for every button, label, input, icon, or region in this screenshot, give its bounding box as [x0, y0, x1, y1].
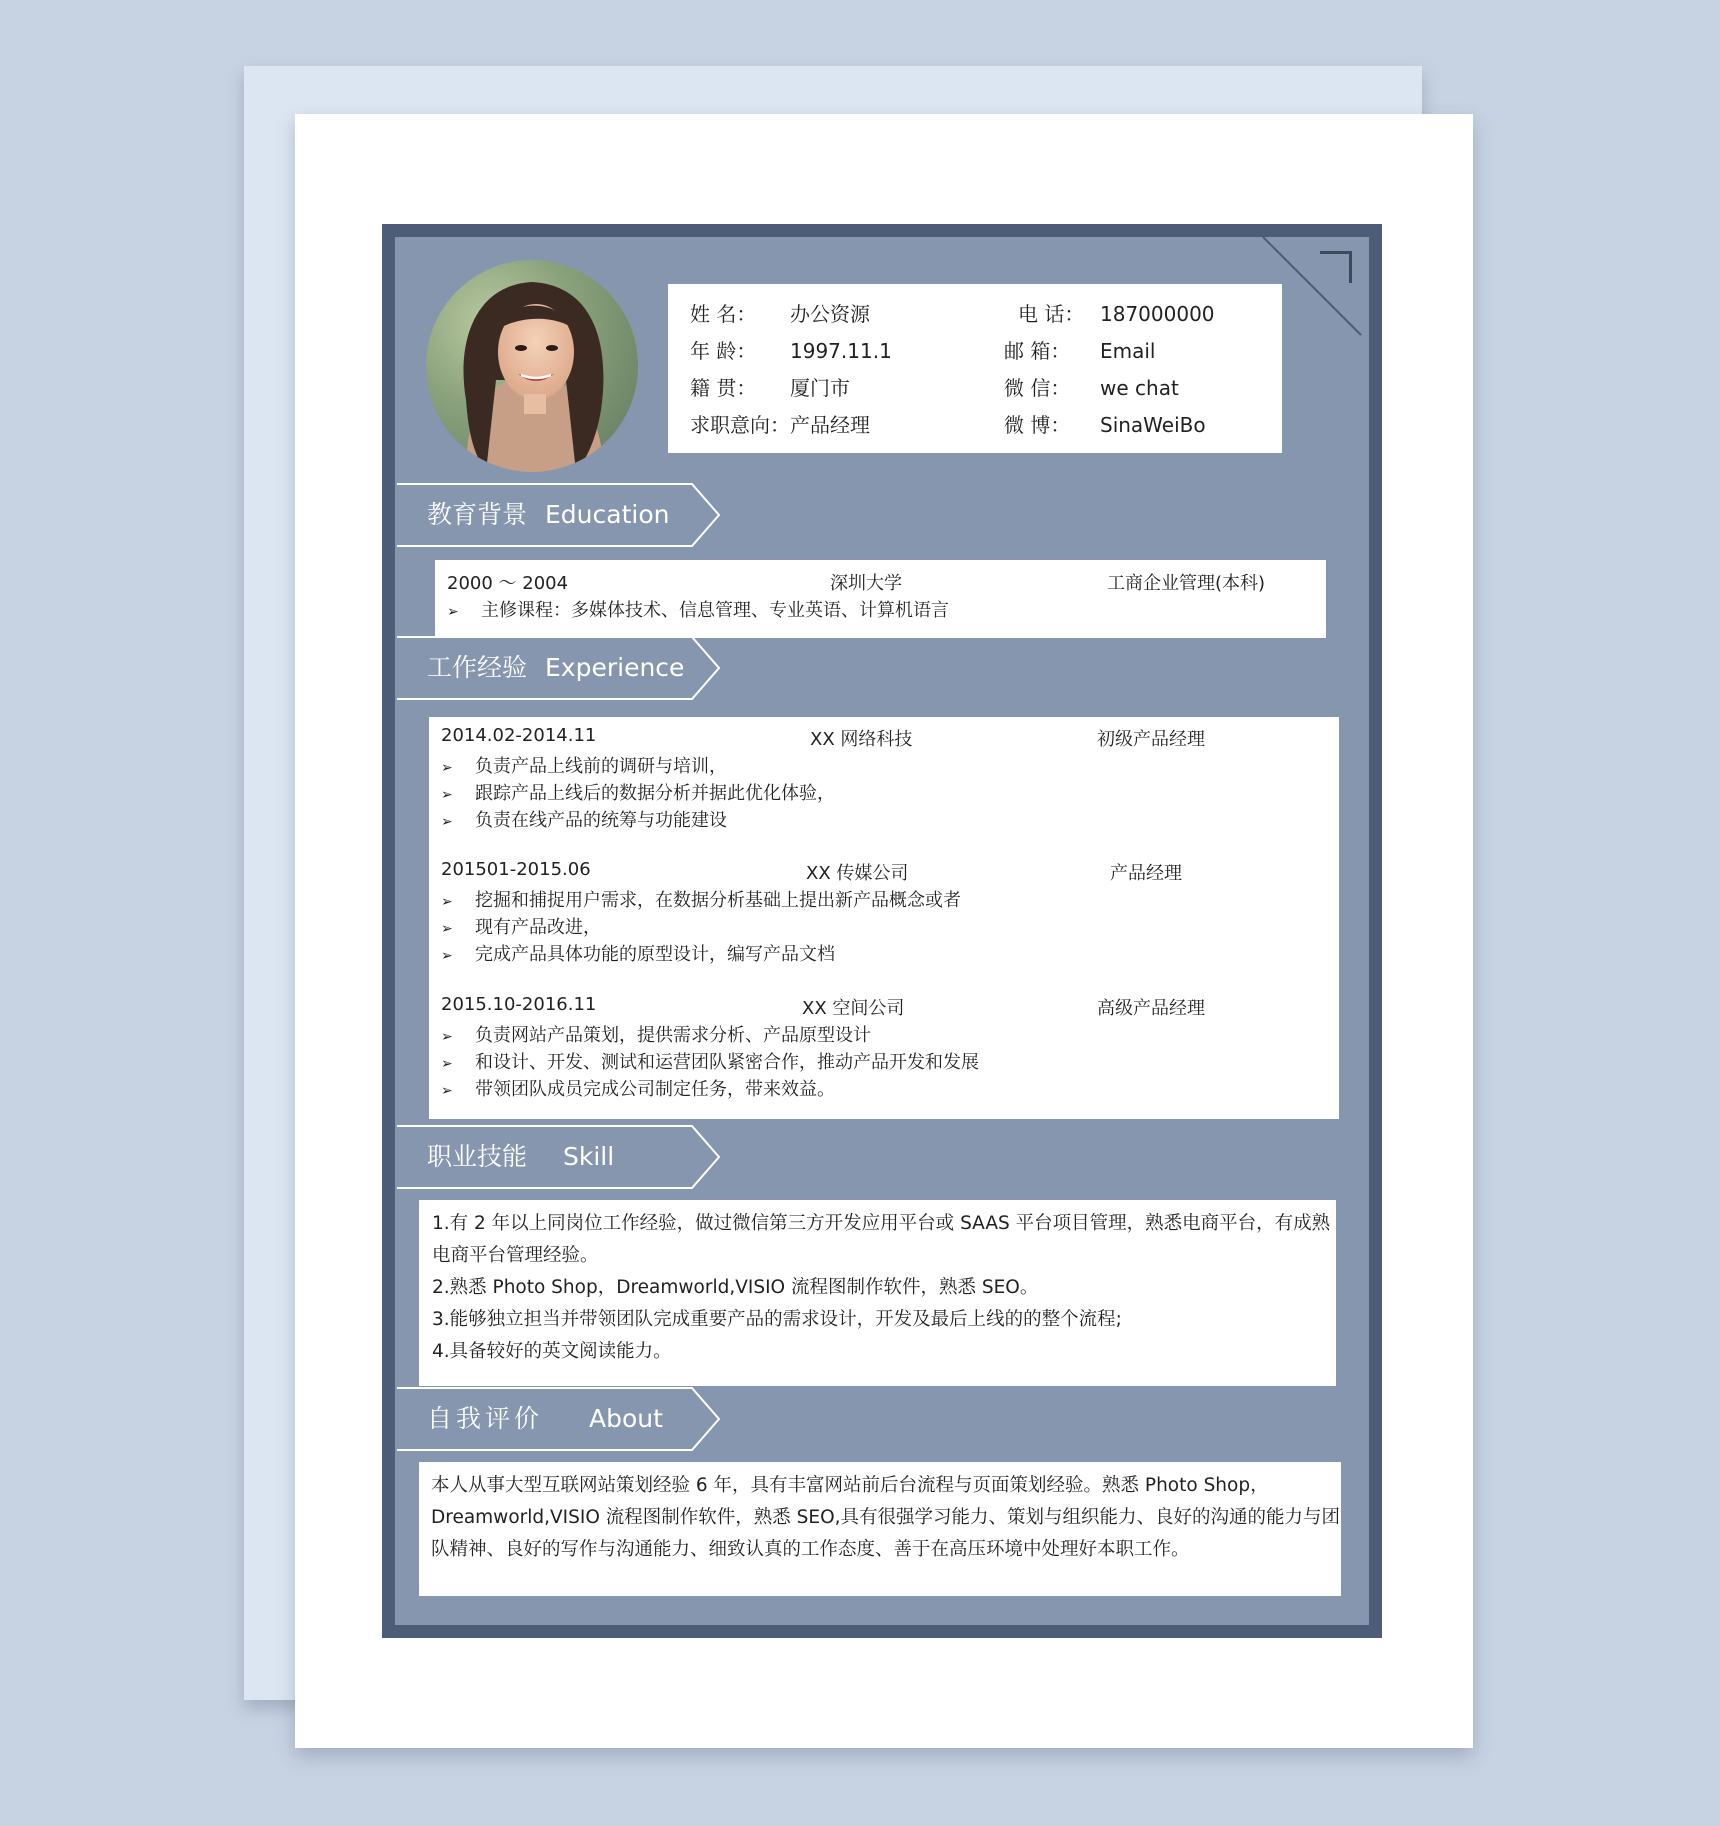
bullet-arrow-icon: ➢: [441, 787, 453, 803]
job-3-item: ➢ 负责网站产品策划，提供需求分析、产品原型设计: [441, 1025, 871, 1046]
skill-heading: [397, 1125, 721, 1189]
profile-photo: [426, 260, 638, 472]
bullet-arrow-icon: ➢: [441, 921, 453, 937]
bullet-arrow-icon: ➢: [441, 1056, 453, 1072]
education-heading-en: Education: [545, 500, 670, 529]
education-major: 工商企业管理(本科): [1107, 573, 1266, 594]
skill-line: 2.熟悉 Photo Shop，Dreamworld,VISIO 流程图制作软件，熟悉 SEO。: [432, 1277, 1039, 1298]
origin-value: 厦门市: [790, 376, 850, 400]
age-label: 年 龄：: [690, 339, 757, 363]
job-2-period: 201501-2015.06: [441, 859, 591, 880]
job-3-company: XX 空间公司: [802, 998, 905, 1019]
wechat-value: we chat: [1100, 376, 1179, 400]
corner-bracket-icon: [1320, 251, 1352, 283]
resume-panel: [395, 237, 1369, 1625]
job-3-item: ➢ 带领团队成员完成公司制定任务，带来效益。: [441, 1079, 835, 1100]
job-1-period: 2014.02-2014.11: [441, 725, 597, 746]
skill-line: 1.有 2 年以上同岗位工作经验，做过微信第三方开发应用平台或 SAAS 平台项目管理，熟悉电商平台，有成熟: [432, 1213, 1331, 1234]
experience-heading-cn: 工作经验: [427, 653, 528, 682]
bullet-arrow-icon: ➢: [441, 760, 453, 776]
job-1-item: ➢ 负责产品上线前的调研与培训，: [441, 756, 727, 777]
wechat-label: 微 信：: [1004, 376, 1071, 400]
experience-heading: [397, 636, 721, 700]
about-heading-cn: 自我评价: [427, 1404, 544, 1433]
job-intent-label: 求职意向：: [690, 413, 790, 437]
job-2-item: ➢ 现有产品改进，: [441, 917, 601, 938]
email-label: 邮 箱：: [1004, 339, 1071, 363]
bullet-arrow-icon: ➢: [441, 948, 453, 964]
about-line: Dreamworld,VISIO 流程图制作软件，熟悉 SEO,具有很强学习能力、策划与组织能力、良好的沟通的能力与团: [431, 1507, 1341, 1528]
job-2-item: ➢ 挖掘和捕捉用户需求，在数据分析基础上提出新产品概念或者: [441, 890, 961, 911]
bullet-arrow-icon: ➢: [441, 1029, 453, 1045]
origin-label: 籍 贯：: [690, 376, 757, 400]
weibo-label: 微 博：: [1004, 413, 1071, 437]
bullet-arrow-icon: ➢: [441, 814, 453, 830]
personal-info-box: [668, 284, 1282, 453]
resume-frame: [382, 224, 1382, 1638]
education-heading: [397, 483, 721, 547]
education-courses: ➢ 主修课程：多媒体技术、信息管理、专业英语、计算机语言: [447, 600, 949, 621]
skill-line: 电商平台管理经验。: [432, 1245, 599, 1266]
bullet-arrow-icon: ➢: [441, 1083, 453, 1099]
experience-heading-en: Experience: [545, 653, 685, 682]
phone-label: 电 话：: [1018, 302, 1085, 326]
skill-line: 4.具备较好的英文阅读能力。: [432, 1341, 672, 1362]
name-label: 姓 名：: [690, 302, 757, 326]
phone-value: 187000000: [1100, 302, 1215, 326]
job-2-item: ➢ 完成产品具体功能的原型设计，编写产品文档: [441, 944, 835, 965]
skill-heading-en: Skill: [563, 1142, 615, 1171]
education-school: 深圳大学: [830, 573, 902, 594]
skill-box: [419, 1200, 1336, 1386]
about-heading-en: About: [589, 1404, 663, 1433]
job-3-role: 高级产品经理: [1097, 998, 1205, 1019]
job-1-item: ➢ 跟踪产品上线后的数据分析并据此优化体验，: [441, 783, 835, 804]
weibo-value: SinaWeiBo: [1100, 413, 1206, 437]
job-3-period: 2015.10-2016.11: [441, 994, 597, 1015]
education-heading-cn: 教育背景: [427, 500, 528, 529]
education-period: 2000 ～ 2004: [447, 573, 569, 594]
about-box: [419, 1462, 1341, 1596]
job-2-company: XX 传媒公司: [806, 863, 909, 884]
about-line: 队精神、良好的写作与沟通能力、细致认真的工作态度、善于在高压环境中处理好本职工作。: [431, 1539, 1190, 1560]
about-heading: [397, 1387, 721, 1451]
about-line: 本人从事大型互联网站策划经验 6 年，具有丰富网站前后台流程与页面策划经验。熟悉 Photo Shop，: [431, 1475, 1269, 1496]
bullet-arrow-icon: ➢: [447, 604, 459, 620]
job-1-company: XX 网络科技: [810, 729, 913, 750]
skill-heading-cn: 职业技能: [427, 1142, 528, 1171]
job-1-role: 初级产品经理: [1097, 729, 1205, 750]
job-intent-value: 产品经理: [790, 413, 870, 437]
job-3-item: ➢ 和设计、开发、测试和运营团队紧密合作，推动产品开发和发展: [441, 1052, 979, 1073]
skill-line: 3.能够独立担当并带领团队完成重要产品的需求设计，开发及最后上线的的整个流程;: [432, 1309, 1122, 1330]
experience-box: [429, 717, 1339, 1119]
bullet-arrow-icon: ➢: [441, 894, 453, 910]
job-1-item: ➢ 负责在线产品的统筹与功能建设: [441, 810, 727, 831]
name-value: 办公资源: [790, 302, 870, 326]
age-value: 1997.11.1: [790, 339, 892, 363]
education-box: [435, 560, 1326, 638]
job-2-role: 产品经理: [1110, 863, 1182, 884]
email-value: Email: [1100, 339, 1156, 363]
